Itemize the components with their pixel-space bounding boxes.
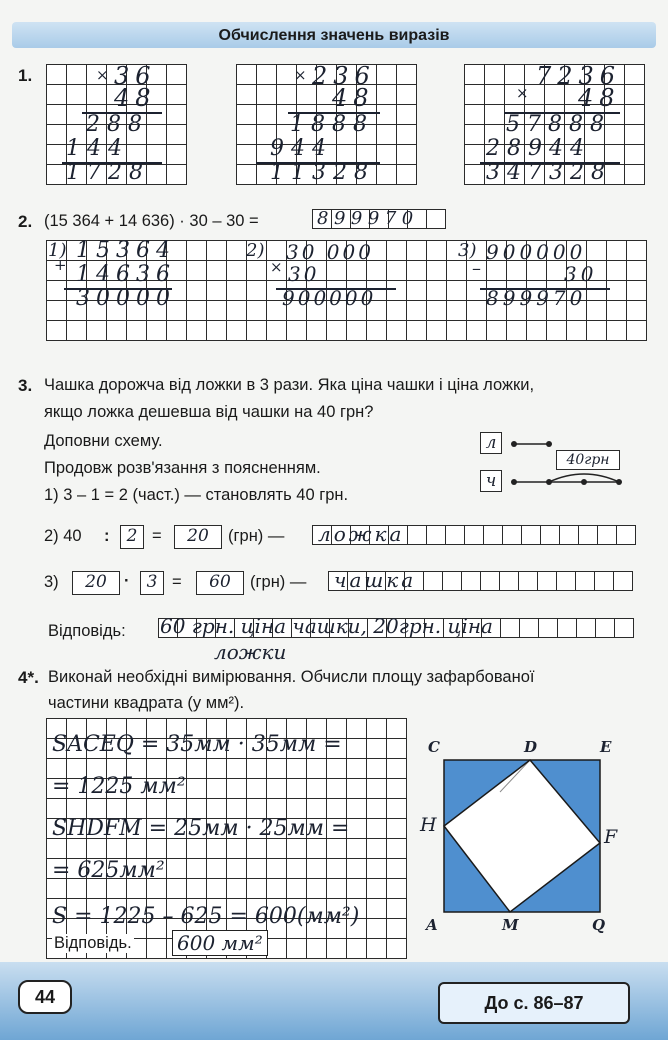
t1c3-p2: 28944 — [486, 136, 591, 161]
t4-work-4: = 625мм² — [52, 858, 165, 883]
t2s1-result: 30000 — [76, 286, 176, 311]
word-cell — [540, 525, 560, 545]
t1c1-result: 1728 — [66, 160, 150, 185]
word-cell — [613, 571, 633, 591]
t1c1-multiplicand: 36 — [114, 62, 157, 90]
t1c1-p1: 288 — [86, 112, 149, 137]
t1c2-p2: 944 — [270, 136, 333, 161]
point-F: F — [604, 826, 618, 848]
answer-digit: 7 — [384, 208, 402, 229]
t1c1-multiplier: 48 — [114, 84, 157, 112]
page-title: Обчислення значень виразів — [218, 27, 450, 44]
t3-answer-label: Відповідь: — [48, 622, 126, 640]
word-cell — [483, 525, 503, 545]
t3-step2-v2: 20 — [174, 525, 222, 549]
word-cell — [559, 525, 579, 545]
point-E: E — [600, 738, 612, 756]
t1c2-p1: 1888 — [290, 112, 374, 137]
t1c1-sign: × — [96, 66, 109, 84]
scheme-point — [546, 441, 552, 447]
t2s3-b: 30 — [564, 262, 598, 286]
page-number: 44 — [18, 980, 72, 1014]
t3-step2-op: : — [104, 527, 110, 545]
scheme-point — [511, 441, 517, 447]
t2s1-label: 1) — [48, 240, 67, 261]
task3-line4: Продовж розв'язання з поясненням. — [44, 459, 321, 477]
task1-number: 1. — [18, 66, 33, 85]
t3-step3-v3: 60 — [196, 571, 244, 595]
word-cell — [480, 571, 500, 591]
task3-step1: 1) 3 – 1 = 2 (част.) — становлять 40 грн. — [44, 486, 349, 504]
point-D: D — [524, 738, 538, 756]
t3-answer-line2: ложки — [214, 640, 287, 664]
t3-step2-v1: 2 — [120, 525, 144, 549]
t4-work-5: S = 1225 – 625 = 600(мм²) — [52, 904, 360, 929]
t3-step3-word: чашка — [334, 568, 417, 592]
answer-cell — [614, 618, 634, 638]
task3-number: 3. — [18, 376, 33, 395]
t2s3-sign: – — [472, 258, 481, 279]
t4-answer: 600 мм² — [172, 930, 268, 956]
t2s1-a: 15364 — [76, 238, 176, 263]
answer-digit: 0 — [401, 208, 419, 229]
scheme-point — [511, 479, 517, 485]
point-Q: Q — [592, 916, 606, 934]
task3-line2: якщо ложка дешевша від чашки на 40 грн? — [44, 403, 374, 421]
scheme-point — [581, 479, 587, 485]
t1c3-result: 347328 — [486, 160, 612, 185]
t3-step2-eq: = — [152, 527, 162, 545]
t3-step2-prefix: 2) 40 — [44, 527, 82, 545]
t1c3-multiplier: 48 — [578, 84, 621, 112]
word-cell — [461, 571, 481, 591]
answer-cell — [426, 209, 446, 229]
t2s1-b: 14636 — [76, 262, 176, 287]
word-cell — [578, 525, 598, 545]
task4-line2: частини квадрата (у мм²). — [48, 694, 245, 712]
t3-step3-unit: (грн) — — [250, 573, 307, 591]
t2s2-result: 900000 — [282, 286, 377, 310]
task3-line1: Чашка дорожча від ложки в 3 рази. Яка ціна чашки і ціна ложки, — [44, 376, 535, 394]
t3-answer-line1: 60 грн. ціна чашки, 20грн. ціна — [160, 614, 493, 638]
t3-step3-v2: 3 — [140, 571, 164, 595]
task4-line1: Виконай необхідні вимірювання. Обчисли площу зафарбованої — [48, 668, 535, 686]
answer-cell — [576, 618, 596, 638]
answer-cell — [500, 618, 520, 638]
t1c3-sign: × — [516, 84, 529, 102]
t1c3-multiplicand: 7236 — [536, 62, 622, 90]
task2-number: 2. — [18, 212, 33, 231]
answer-cell — [595, 618, 615, 638]
answer-cell — [519, 618, 539, 638]
t4-work-1: SACEQ = 35мм · 35мм = — [52, 732, 342, 757]
word-cell — [464, 525, 484, 545]
page-header — [12, 22, 656, 48]
t1c1-p2: 144 — [66, 136, 129, 161]
point-C: C — [428, 738, 440, 756]
t3-step2-word: ложка — [318, 522, 405, 546]
word-cell — [499, 571, 519, 591]
t2s2-sign: × — [270, 258, 283, 276]
t3-step2-unit: (грн) — — [228, 527, 285, 545]
point-A: A — [426, 916, 438, 934]
word-cell — [616, 525, 636, 545]
scheme-label-bottom: ч — [480, 470, 502, 492]
word-cell — [442, 571, 462, 591]
scheme-label-top: л — [480, 432, 502, 454]
t1c2-sign: × — [294, 66, 307, 84]
word-cell — [407, 525, 427, 545]
word-cell — [537, 571, 557, 591]
t3-step3-prefix: 3) — [44, 573, 59, 591]
t3-step3-v1: 20 — [72, 571, 120, 595]
task3-line3: Доповни схему. — [44, 432, 163, 450]
answer-digit: 9 — [367, 208, 385, 229]
answer-digit: 9 — [350, 208, 368, 229]
word-cell — [521, 525, 541, 545]
answer-digit: 8 — [317, 208, 334, 229]
word-cell — [502, 525, 522, 545]
page-reference: До с. 86–87 — [438, 982, 630, 1024]
word-cell — [426, 525, 446, 545]
word-cell — [423, 571, 443, 591]
t1c3-p1: 57888 — [506, 112, 611, 137]
t4-work-3: SHDFM = 25мм · 25мм = — [52, 816, 350, 841]
word-cell — [556, 571, 576, 591]
word-cell — [518, 571, 538, 591]
t2s1-sign: + — [54, 256, 67, 274]
answer-cell — [538, 618, 558, 638]
word-cell — [575, 571, 595, 591]
t3-step3-op: · — [124, 572, 130, 590]
answer-cell — [557, 618, 577, 638]
t2s2-label: 2) — [246, 240, 265, 261]
t4-answer-label: Відповідь. — [54, 934, 132, 952]
t2s2-b: 30 — [288, 262, 320, 286]
t2s3-a: 900000 — [486, 240, 587, 264]
point-M: M — [502, 916, 519, 934]
t1c2-multiplicand: 236 — [312, 62, 376, 90]
word-cell — [597, 525, 617, 545]
point-H: H — [420, 814, 437, 836]
t1c2-result: 11328 — [270, 160, 375, 185]
t4-work-2: = 1225 мм² — [52, 774, 186, 799]
word-cell — [445, 525, 465, 545]
word-cell — [594, 571, 614, 591]
task4-number: 4*. — [18, 668, 39, 687]
scheme-segment-label: 40грн — [556, 450, 620, 470]
t3-step3-eq: = — [172, 573, 182, 591]
t2s3-label: 3) — [458, 240, 477, 261]
t2s2-a: 30 000 — [286, 240, 374, 264]
square-figure — [420, 732, 656, 938]
t2s3-result: 899970 — [486, 286, 587, 310]
answer-digit: 9 — [333, 208, 351, 229]
t1c2-multiplier: 48 — [332, 84, 375, 112]
task2-answer-digit-row — [317, 208, 419, 229]
task2-expression: (15 364 + 14 636) · 30 – 30 = — [44, 212, 259, 230]
